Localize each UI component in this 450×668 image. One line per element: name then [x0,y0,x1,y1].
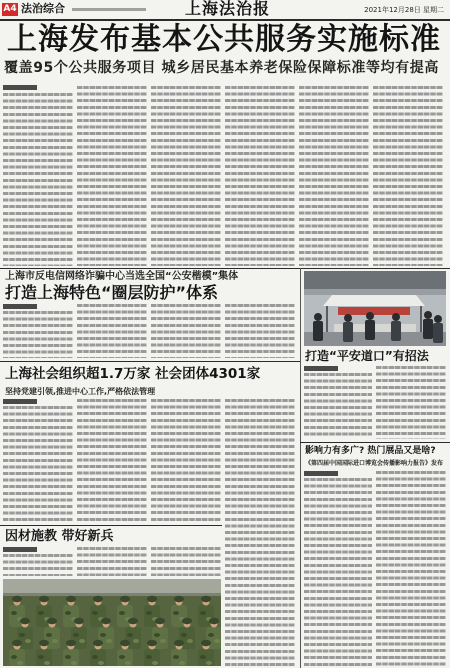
photo-building-edge [3,593,221,596]
body-text-column [3,311,73,358]
body-text-column [225,304,295,358]
body-text-column [151,86,221,266]
soldier-cap [147,596,157,602]
photo-person-body [433,323,443,343]
body-text-column [225,399,295,666]
uniform-camo-patch [98,661,104,665]
body-text-column [373,86,443,266]
uniform-camo-patch [119,611,125,615]
uniform-camo-patch [200,655,206,659]
byline [3,85,37,90]
photo-person [343,314,353,342]
section-rule [0,525,222,526]
lead-subheadline: 覆盖95个公共服务项目 城乡居民基本养老保险保障标准等均有提高 [4,60,439,76]
soldier-cap [20,618,30,624]
photo-tent-canopy [323,295,425,306]
soldier-cap [12,640,22,646]
editor-credits [72,8,146,11]
soldier-cap [101,618,111,624]
soldier-cap [120,596,130,602]
issue-date: 2021年12月28日 星期二 [364,6,444,14]
photo-new-recruits-image [3,579,221,666]
photo-person-body [423,319,433,339]
uniform-camo-patch [11,655,17,659]
photo-tent-pole [326,306,328,332]
social-org-subheadline: 坚持党建引领,推进中心工作,严格依法管理 [5,387,156,396]
fraud-headline: 打造上海特色“圈层防护”体系 [5,283,219,302]
photo-person [313,313,323,341]
lead-headline: 上海发布基本公共服务实施标准 [7,22,441,57]
body-text-column [376,366,446,439]
byline [304,471,338,476]
soldier-cap [209,618,219,624]
uniform-camo-patch [65,611,71,615]
ciie-subheadline: 《第四届中国国际进口博览会传播影响力报告》发布 [305,460,444,467]
uniform-camo-patch [154,633,160,637]
uniform-camo-patch [119,655,125,659]
photo-new-recruits [3,579,221,666]
soldier-cap [12,596,22,602]
photo-person [365,312,375,340]
soldier-cap [128,618,138,624]
body-text-column [77,399,147,523]
uniform-camo-patch [208,633,214,637]
uniform-camo-patch [187,639,193,643]
body-text-column [77,304,147,358]
uniform-camo-patch [100,633,106,637]
photo-safety-crossing-booth [304,271,446,346]
body-text-column [77,86,147,266]
section-name: 法治综合 [21,2,65,15]
column-rule [300,268,301,668]
masthead-logo: 上海法治报 [185,0,271,18]
soldier-cap [174,640,184,646]
uniform-camo-patch [92,655,98,659]
social-org-headline: 上海社会组织超1.7万家 社会团体4301家 [5,366,261,382]
body-text-column [3,406,73,523]
soldier-cap [155,618,165,624]
uniform-camo-patch [52,639,58,643]
uniform-camo-patch [133,639,139,643]
uniform-camo-patch [173,611,179,615]
photo-banner [338,307,410,315]
photo-person-body [343,322,353,342]
uniform-camo-patch [65,655,71,659]
page-number-badge: A4 [3,4,17,14]
photo-building [3,579,221,595]
body-text-column [151,399,221,523]
photo-tent-pole [420,306,422,332]
uniform-camo-patch [38,655,44,659]
body-text-column [3,554,73,576]
photo-person [423,311,433,339]
photo-safety-crossing-image [304,271,446,346]
uniform-camo-patch [92,611,98,615]
uniform-camo-patch [173,655,179,659]
photo-person-head [424,311,432,319]
recruits-headline: 因材施教 带好新兵 [5,529,114,544]
uniform-camo-patch [125,661,131,665]
uniform-camo-patch [44,661,50,665]
uniform-camo-patch [146,611,152,615]
uniform-camo-patch [106,639,112,643]
body-text-column [304,478,372,666]
uniform-camo-patch [179,661,185,665]
uniform-camo-patch [146,655,152,659]
ciie-headline: 影响力有多广? 热门展品又是啥? [305,446,436,456]
uniform-camo-patch [46,633,52,637]
soldier-cap [182,618,192,624]
soldier-cap [47,618,57,624]
section-rule [0,268,450,269]
photo-person-head [366,312,374,320]
header-rule [0,19,450,21]
soldier-cap [201,640,211,646]
photo-person-head [434,315,442,323]
body-text-column [225,86,295,266]
section-rule [0,361,300,362]
photo-person-body [313,321,323,341]
photo-person [391,313,401,341]
uniform-camo-patch [71,661,77,665]
uniform-camo-patch [19,633,25,637]
body-text-column [77,547,147,576]
uniform-camo-patch [73,633,79,637]
soldier-cap [120,640,130,646]
uniform-camo-patch [25,639,31,643]
soldier-cap [66,596,76,602]
soldier-cap [39,640,49,646]
crossing-headline: 打造“平安道口”有招法 [305,349,429,363]
body-text-column [151,304,221,358]
uniform-camo-patch [127,633,133,637]
photo-person [433,315,443,343]
soldier-cap [93,640,103,646]
body-text-column [304,373,372,439]
uniform-camo-patch [152,661,158,665]
byline [3,304,37,309]
soldier-cap [66,640,76,646]
photo-person-head [344,314,352,322]
uniform-camo-patch [79,639,85,643]
soldier-cap [93,596,103,602]
section-rule [300,442,450,443]
uniform-camo-patch [17,661,23,665]
body-text-column [376,471,446,666]
uniform-camo-patch [160,639,166,643]
uniform-camo-patch [181,633,187,637]
byline [3,547,37,552]
body-text-column [3,93,73,266]
uniform-camo-patch [11,611,17,615]
soldier-cap [174,596,184,602]
soldier-cap [147,640,157,646]
uniform-camo-patch [200,611,206,615]
body-text-column [299,86,369,266]
uniform-camo-patch [206,661,212,665]
soldier-cap [201,596,211,602]
photo-person-head [392,313,400,321]
soldier-cap [74,618,84,624]
byline [304,366,338,371]
photo-person-body [365,320,375,340]
soldier-cap [39,596,49,602]
uniform-camo-patch [214,639,220,643]
photo-person-body [391,321,401,341]
byline [3,399,37,404]
body-text-column [151,547,221,576]
uniform-camo-patch [38,611,44,615]
photo-person-head [314,313,322,321]
photo-building-band [304,289,446,295]
fraud-kicker: 上海市反电信网络诈骗中心当选全国“公安楷模”集体 [5,271,239,282]
